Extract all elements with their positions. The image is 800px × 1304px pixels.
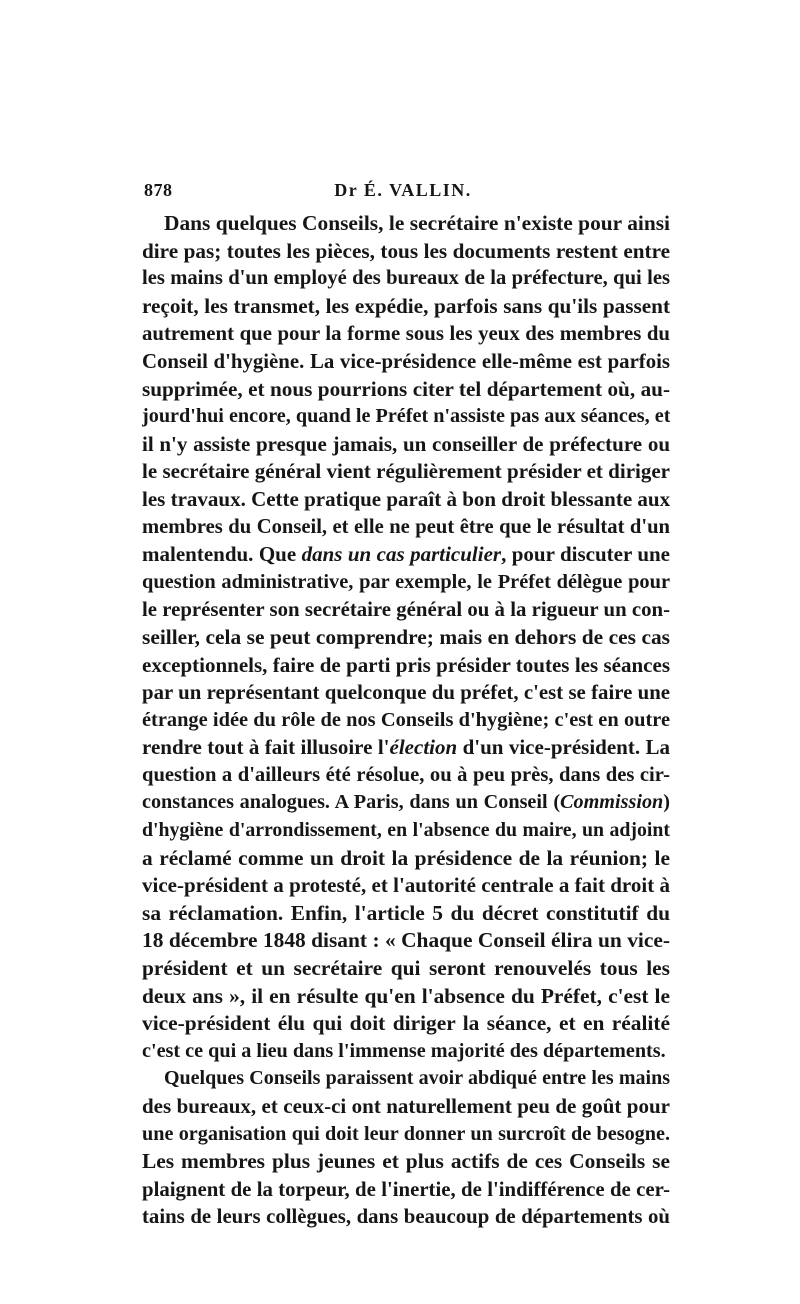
text-line: le représenter son secrétaire général ou à la rigueur un con- [142, 598, 670, 622]
text-line: seiller, cela se peut comprendre; mais en dehors de ces cas [142, 624, 670, 649]
text-line: vice-président élu qui doit diriger la séance, et en réalité [142, 1011, 670, 1036]
text-line: vice-président a protesté, et l'autorité centrale a fait droit à [142, 873, 670, 898]
text-line: question a d'ailleurs été résolue, ou à peu près, dans des cir- [142, 763, 670, 786]
running-head [136, 176, 670, 206]
text-line: d'hygiène d'arrondissement, en l'absence du maire, un adjoint [142, 819, 670, 842]
text-line: dire pas; toutes les pièces, tous les documents restent entre [142, 238, 670, 263]
text-line: le secrétaire général vient régulièrement présider et diriger [142, 459, 670, 484]
text-line: a réclamé comme un droit la présidence de la réunion; le [142, 845, 670, 870]
text-line: Les membres plus jeunes et plus actifs de ces Conseils se [142, 1149, 670, 1174]
page-number: 878 [144, 180, 173, 200]
text-line: plaignent de la torpeur, de l'inertie, de l'indifférence de cer- [142, 1177, 670, 1201]
text-line: il n'y assiste presque jamais, un conseiller de préfecture ou [142, 431, 670, 456]
text-line: question administrative, par exemple, le Préfet délègue pour [142, 570, 670, 593]
text-line: deux ans », il en résulte qu'en l'absence du Préfet, c'est le [142, 983, 670, 1008]
text-line: par un représentant quelconque du préfet, c'est se faire une [142, 681, 670, 705]
text-line: Quelques Conseils paraissent avoir abdiqué entre les mains [164, 1067, 670, 1090]
italic-emphasis: Commission [560, 791, 664, 814]
text-line: une organisation qui doit leur donner un surcroît de besogne. [142, 1122, 670, 1145]
text-line: exceptionnels, faire de parti pris présider toutes les séances [142, 652, 670, 677]
text-line: malentendu. Que dans un cas particulier, pour discuter une [142, 542, 670, 567]
text-line: sa réclamation. Enfin, l'article 5 du décret constitutif du [142, 900, 670, 925]
text-line: c'est ce qui a lieu dans l'immense majorité des départements. [142, 1039, 666, 1062]
text-line: les travaux. Cette pratique paraît à bon droit blessante aux [142, 486, 670, 511]
text-line: tains de leurs collègues, dans beaucoup de départements où [142, 1205, 670, 1229]
italic-emphasis: dans un cas particulier [301, 542, 502, 567]
text-line: constances analogues. A Paris, dans un Conseil (Commission) [142, 791, 670, 814]
text-line: étrange idée du rôle de nos Conseils d'hygiène; c'est en outre [142, 708, 670, 731]
text-line: Conseil d'hygiène. La vice-présidence elle-même est parfois [142, 349, 670, 373]
running-head-author: Dr É. VALLIN. [334, 180, 472, 200]
text-line: des bureaux, et ceux-ci ont naturellement peu de goût pour [142, 1094, 670, 1118]
text-line: supprimée, et nous pourrions citer tel département où, au- [142, 376, 670, 401]
text-line: jourd'hui encore, quand le Préfet n'assiste pas aux séances, et [142, 405, 670, 428]
italic-emphasis: élection [389, 735, 458, 760]
text-line: Dans quelques Conseils, le secrétaire n'existe pour ainsi [164, 211, 670, 235]
text-line: autrement que pour la forme sous les yeux des membres du [142, 322, 670, 346]
text-line: les mains d'un employé des bureaux de la préfecture, qui les [142, 267, 670, 290]
text-line: 18 décembre 1848 disant : « Chaque Conseil élira un vice- [142, 928, 670, 953]
body-text [142, 210, 670, 1231]
text-line: rendre tout à fait illusoire l'élection d'un vice-président. La [142, 735, 670, 760]
text-line: reçoit, les transmet, les expédie, parfois sans qu'ils passent [142, 293, 670, 318]
text-line: membres du Conseil, et elle ne peut être que le résultat d'un [142, 515, 670, 538]
text-line: président et un secrétaire qui seront renouvelés tous les [142, 956, 670, 981]
